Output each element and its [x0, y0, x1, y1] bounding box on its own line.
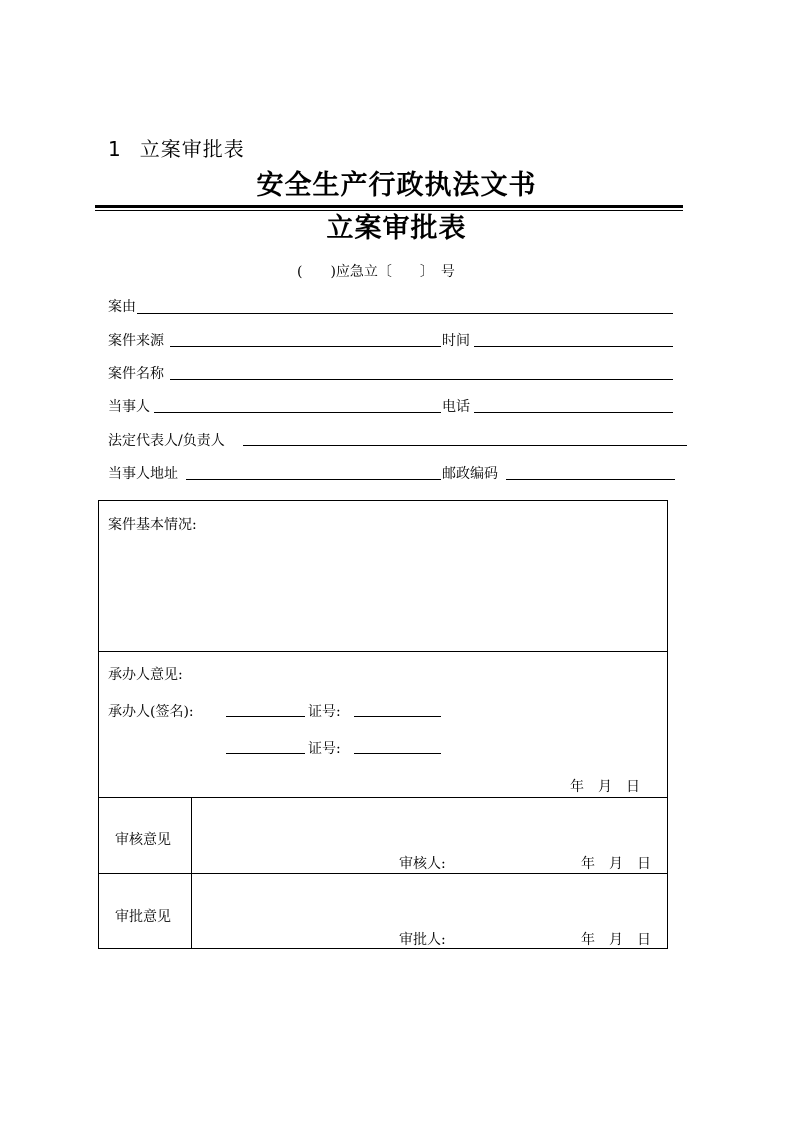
- field-cause-input[interactable]: [137, 313, 673, 314]
- field-source-input[interactable]: [170, 346, 441, 347]
- review-area[interactable]: [193, 799, 665, 849]
- cert-no-input-1[interactable]: [354, 716, 441, 717]
- basic-info-area[interactable]: [99, 535, 665, 650]
- field-cause-label: 案由: [108, 299, 136, 315]
- document-title: 安全生产行政执法文书: [256, 170, 537, 201]
- field-party-label: 当事人: [108, 399, 150, 415]
- section-title: 立案审批表: [139, 137, 245, 161]
- approver-label: 审批人:: [399, 932, 446, 948]
- reviewer-label: 审核人:: [399, 856, 446, 872]
- field-time-input[interactable]: [474, 346, 673, 347]
- field-case-name-input[interactable]: [170, 379, 673, 380]
- approve-date: 年 月 日: [581, 932, 651, 948]
- field-phone-label: 电话: [442, 399, 470, 415]
- handler-sign-input-2[interactable]: [226, 753, 305, 754]
- field-postcode-input[interactable]: [506, 479, 675, 480]
- form-title: 立案审批表: [326, 213, 467, 244]
- document-number: ( )应急立〔 〕 号: [297, 264, 455, 280]
- approve-label: 审批意见: [115, 909, 171, 925]
- handler-sign-input-1[interactable]: [226, 716, 305, 717]
- field-postcode-label: 邮政编码: [442, 466, 498, 482]
- cert-no-label-1: 证号:: [308, 704, 341, 720]
- cert-no-label-2: 证号:: [308, 741, 341, 757]
- field-phone-input[interactable]: [474, 412, 673, 413]
- field-address-input[interactable]: [186, 479, 441, 480]
- section-number: 1: [108, 137, 122, 161]
- field-party-input[interactable]: [154, 412, 441, 413]
- approve-area[interactable]: [193, 875, 665, 925]
- field-legal-rep-label: 法定代表人/负责人: [108, 433, 225, 449]
- handler-sign-label: 承办人(签名):: [108, 704, 194, 720]
- handler-opinion-label: 承办人意见:: [108, 667, 183, 683]
- field-legal-rep-input[interactable]: [243, 445, 687, 446]
- field-case-name-label: 案件名称: [108, 366, 164, 382]
- field-address-label: 当事人地址: [108, 466, 178, 482]
- table-divider: [98, 873, 668, 874]
- table-divider: [98, 797, 668, 798]
- review-label: 审核意见: [115, 832, 171, 848]
- field-source-label: 案件来源: [108, 333, 164, 349]
- section-heading: [108, 133, 245, 162]
- review-date: 年 月 日: [581, 856, 651, 872]
- basic-info-label: 案件基本情况:: [108, 517, 197, 533]
- handler-date: 年 月 日: [570, 779, 640, 795]
- cert-no-input-2[interactable]: [354, 753, 441, 754]
- field-time-label: 时间: [442, 333, 470, 349]
- table-divider: [98, 651, 668, 652]
